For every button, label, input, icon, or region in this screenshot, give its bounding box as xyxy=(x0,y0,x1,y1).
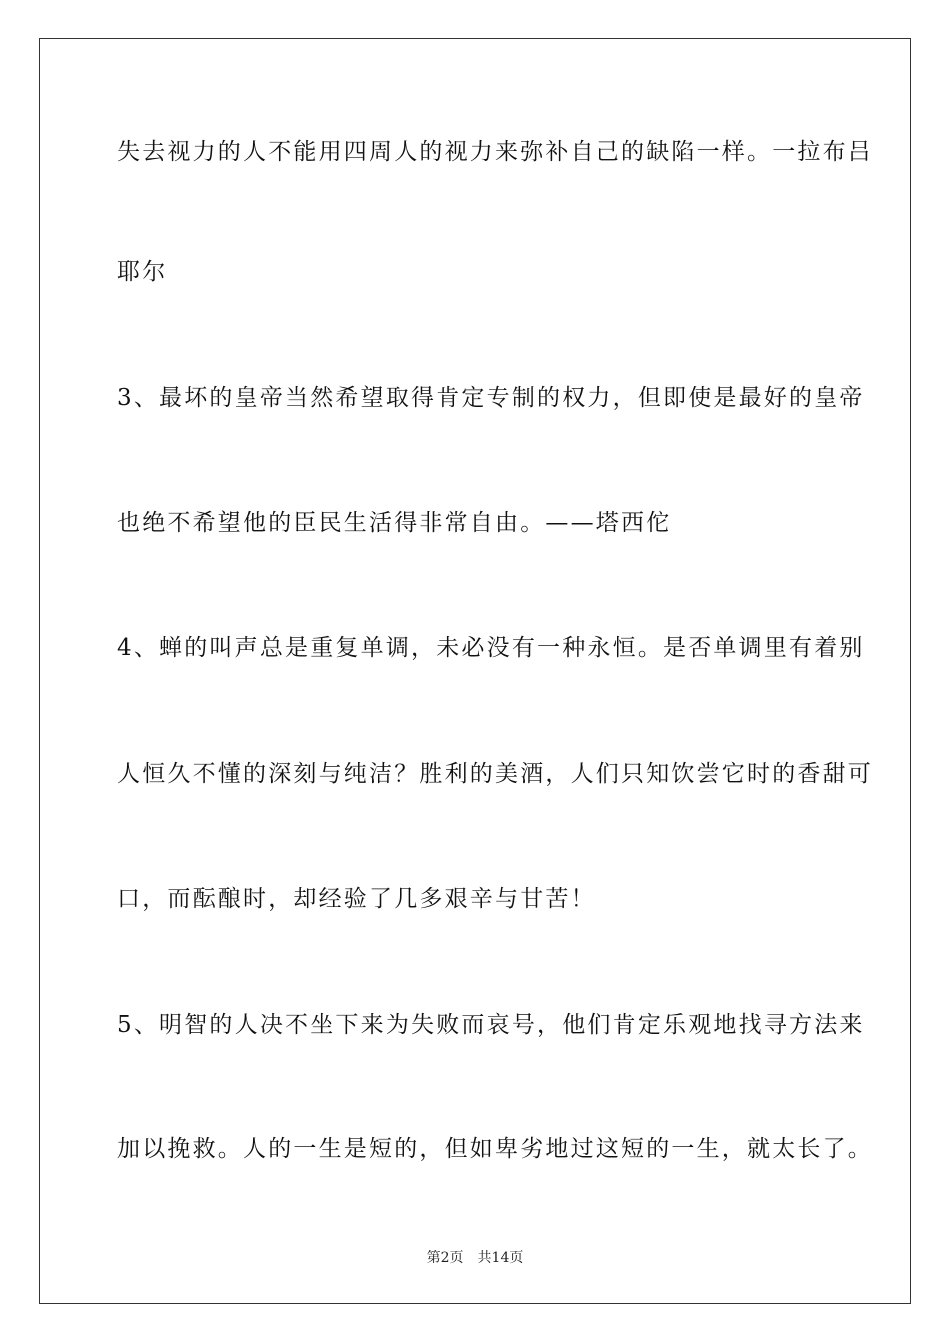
text-line: 耶尔 xyxy=(117,259,168,285)
text-line: 3、最坏的皇帝当然希望取得肯定专制的权力，但即使是最好的皇帝 xyxy=(117,385,865,411)
page-footer xyxy=(0,1247,950,1267)
text-line: 加以挽救。人的一生是短的，但如卑劣地过这短的一生，就太长了。 xyxy=(117,1136,873,1162)
text-line: 4、蝉的叫声总是重复单调，未必没有一种永恒。是否单调里有着别 xyxy=(117,635,865,661)
text-line: 人恒久不懂的深刻与纯洁？胜利的美酒，人们只知饮尝它时的香甜可 xyxy=(117,761,873,787)
text-line: 5、明智的人决不坐下来为失败而哀号，他们肯定乐观地找寻方法来 xyxy=(117,1012,865,1038)
text-line: 也绝不希望他的臣民生活得非常自由。——塔西佗 xyxy=(117,510,672,536)
text-line: 失去视力的人不能用四周人的视力来弥补自己的缺陷一样。一拉布吕 xyxy=(117,139,873,165)
page-frame xyxy=(39,38,911,1304)
page-number: 第2页 xyxy=(426,1250,464,1266)
page-total: 共14页 xyxy=(477,1250,524,1266)
text-line: 口，而酝酿时，却经验了几多艰辛与甘苦！ xyxy=(117,886,596,912)
